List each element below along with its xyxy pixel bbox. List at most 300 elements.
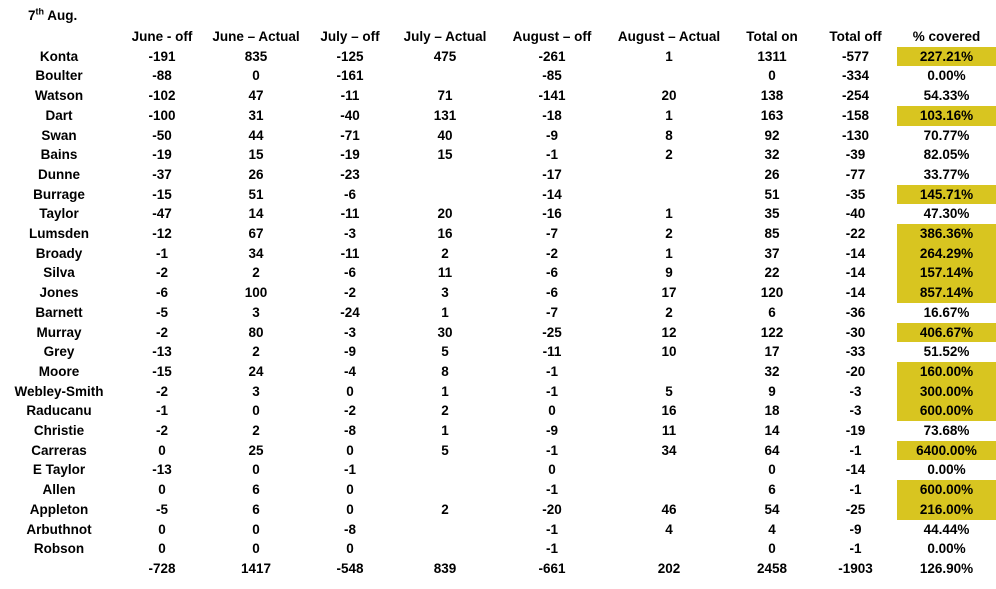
cell-total-off[interactable]: -39: [845, 147, 866, 163]
cell-august-off[interactable]: -16: [542, 206, 562, 222]
cell-july-actual[interactable]: 2: [441, 403, 449, 419]
cell-june-off[interactable]: 0: [158, 521, 166, 537]
table-row: [0, 185, 996, 205]
cell-august-actual[interactable]: 2: [665, 304, 673, 320]
cell-pct-covered[interactable]: 103.16%: [897, 106, 996, 126]
cell-august-off[interactable]: -1: [545, 442, 558, 458]
cell-june-actual[interactable]: 67: [248, 226, 264, 242]
cell-total-on[interactable]: 14: [764, 423, 780, 439]
cell-july-off[interactable]: -8: [343, 423, 356, 439]
table-row: [0, 303, 996, 323]
cell-total-off[interactable]: -40: [845, 206, 866, 222]
cell-june-off[interactable]: -100: [148, 107, 176, 123]
cell-june-actual[interactable]: 3: [252, 383, 260, 399]
cell-august-actual[interactable]: [608, 480, 730, 500]
cell-august-off[interactable]: -9: [545, 127, 558, 143]
cell-july-off[interactable]: -24: [340, 304, 360, 320]
cell-name[interactable]: Arbuthnot: [26, 521, 92, 537]
cell-total-off[interactable]: -77: [845, 166, 866, 182]
cell-july-actual[interactable]: 1: [441, 423, 449, 439]
cell-pct-covered[interactable]: 300.00%: [897, 382, 996, 402]
cell-pct-covered[interactable]: 145.71%: [897, 185, 996, 205]
cell-august-off[interactable]: -85: [542, 68, 562, 84]
cell-july-actual[interactable]: 839: [433, 560, 457, 576]
cell-june-off[interactable]: -1: [155, 245, 168, 261]
cell-total-on[interactable]: 163: [760, 107, 784, 123]
cell-name[interactable]: Broady: [35, 245, 83, 261]
cell-july-off[interactable]: -1: [343, 462, 356, 478]
cell-july-off[interactable]: -8: [343, 521, 356, 537]
cell-total-on[interactable]: 6: [768, 482, 776, 498]
cell-pct-covered[interactable]: 386.36%: [897, 224, 996, 244]
cell-total-on[interactable]: 0: [768, 68, 776, 84]
header-cell-august-off[interactable]: August – off: [512, 29, 592, 44]
table-row: [0, 263, 996, 283]
cell-july-actual[interactable]: 1: [441, 383, 449, 399]
cell-july-off[interactable]: -71: [340, 127, 360, 143]
cell-total-on[interactable]: 22: [764, 265, 780, 281]
cell-july-actual[interactable]: 15: [437, 147, 453, 163]
cell-july-actual[interactable]: 71: [437, 88, 453, 104]
cell-name[interactable]: Robson: [33, 541, 85, 557]
cell-july-actual[interactable]: 1: [441, 304, 449, 320]
cell-total-off[interactable]: -33: [845, 344, 866, 360]
cell-pct-covered[interactable]: 16.67%: [923, 304, 970, 320]
cell-june-actual[interactable]: 34: [248, 245, 264, 261]
cell-july-off[interactable]: -6: [343, 186, 356, 202]
cell-august-actual[interactable]: [608, 185, 730, 205]
cell-name[interactable]: Webley-Smith: [14, 383, 104, 399]
cell-july-actual[interactable]: [394, 165, 496, 185]
cell-june-off[interactable]: -88: [152, 68, 172, 84]
cell-august-actual[interactable]: 46: [661, 501, 677, 517]
cell-total-on[interactable]: 120: [760, 285, 784, 301]
cell-july-actual[interactable]: 3: [441, 285, 449, 301]
cell-august-actual[interactable]: 1: [665, 245, 673, 261]
cell-june-actual[interactable]: 31: [248, 107, 264, 123]
cell-pct-covered[interactable]: 73.68%: [923, 423, 970, 439]
cell-august-actual[interactable]: 5: [665, 383, 673, 399]
cell-june-off[interactable]: -15: [152, 363, 172, 379]
cell-august-actual[interactable]: 2: [665, 147, 673, 163]
cell-pct-covered[interactable]: 51.52%: [923, 344, 970, 360]
cell-july-off[interactable]: 0: [346, 501, 354, 517]
cell-july-off[interactable]: -3: [343, 324, 356, 340]
cell-august-actual[interactable]: [608, 460, 730, 480]
cell-august-actual[interactable]: 4: [665, 521, 673, 537]
cell-total-on[interactable]: 37: [764, 245, 780, 261]
cell-total-off[interactable]: -130: [841, 127, 870, 143]
cell-name[interactable]: Murray: [36, 324, 82, 340]
cell-total-on[interactable]: 6: [768, 304, 776, 320]
cell-total-on[interactable]: 51: [764, 186, 780, 202]
cell-august-actual[interactable]: 2: [665, 226, 673, 242]
table-row: [0, 126, 996, 146]
title-month: Aug.: [44, 8, 78, 23]
cell-july-actual[interactable]: 8: [441, 363, 449, 379]
cell-june-actual[interactable]: 15: [248, 147, 264, 163]
header-cell-july-actual[interactable]: July – Actual: [403, 29, 487, 44]
cell-total-on[interactable]: 54: [764, 501, 780, 517]
cell-total-off[interactable]: -20: [845, 363, 866, 379]
cell-pct-covered[interactable]: 33.77%: [923, 166, 970, 182]
cell-total-off[interactable]: -14: [845, 285, 866, 301]
cell-june-actual[interactable]: 80: [248, 324, 264, 340]
cell-name[interactable]: E Taylor: [32, 462, 86, 478]
cell-pct-covered[interactable]: 406.67%: [897, 323, 996, 343]
cell-total-off[interactable]: -14: [845, 462, 866, 478]
cell-june-actual[interactable]: 0: [252, 403, 260, 419]
cell-total-on[interactable]: 18: [764, 403, 780, 419]
cell-total-on[interactable]: 32: [764, 147, 780, 163]
cell-name[interactable]: Dunne: [38, 166, 80, 182]
cell-pct-covered[interactable]: 600.00%: [897, 401, 996, 421]
cell-august-off[interactable]: -1: [545, 482, 558, 498]
cell-july-off[interactable]: -23: [340, 166, 360, 182]
header-cell-august-actual[interactable]: August – Actual: [617, 29, 721, 44]
cell-june-off[interactable]: 0: [158, 442, 166, 458]
cell-august-actual[interactable]: 9: [665, 265, 673, 281]
table-row: [0, 66, 996, 86]
cell-august-off[interactable]: 0: [548, 462, 556, 478]
cell-august-actual[interactable]: 1: [665, 107, 673, 123]
cell-june-actual[interactable]: 100: [244, 285, 268, 301]
cell-june-actual[interactable]: 6: [252, 482, 260, 498]
cell-june-off[interactable]: -6: [155, 285, 168, 301]
cell-total-off[interactable]: -1903: [838, 560, 873, 576]
cell-total-off[interactable]: -3: [849, 403, 862, 419]
cell-august-actual[interactable]: [608, 66, 730, 86]
cell-name[interactable]: Bains: [40, 147, 78, 163]
cell-june-actual[interactable]: 3: [252, 304, 260, 320]
cell-june-off[interactable]: -47: [152, 206, 172, 222]
cell-august-off[interactable]: -20: [542, 501, 562, 517]
cell-august-actual[interactable]: 17: [661, 285, 677, 301]
cell-june-off[interactable]: -2: [155, 383, 168, 399]
cell-july-off[interactable]: -19: [340, 147, 360, 163]
cell-june-off[interactable]: -12: [152, 226, 172, 242]
cell-total-off[interactable]: -577: [841, 48, 870, 64]
totals-row: [0, 559, 996, 579]
cell-pct-covered[interactable]: 227.21%: [897, 47, 996, 67]
cell-june-actual[interactable]: 0: [252, 462, 260, 478]
cell-total-on[interactable]: 122: [760, 324, 784, 340]
cell-june-off[interactable]: -191: [148, 48, 176, 64]
cell-june-off[interactable]: -15: [152, 186, 172, 202]
cell-august-actual[interactable]: 1: [665, 48, 673, 64]
cell-pct-covered[interactable]: 264.29%: [897, 244, 996, 264]
cell-pct-covered[interactable]: 6400.00%: [897, 441, 996, 461]
cell-total-off[interactable]: -158: [841, 107, 870, 123]
cell-june-actual[interactable]: 25: [248, 442, 264, 458]
table-row: [0, 106, 996, 126]
cell-august-off[interactable]: -261: [538, 48, 566, 64]
cell-august-actual[interactable]: 12: [661, 324, 677, 340]
cell-august-off[interactable]: -7: [545, 304, 558, 320]
cell-august-off[interactable]: -18: [542, 107, 562, 123]
cell-july-off[interactable]: -11: [340, 88, 360, 104]
cell-june-actual[interactable]: 24: [248, 363, 264, 379]
cell-august-actual[interactable]: 20: [661, 88, 677, 104]
cell-name[interactable]: Christie: [33, 423, 85, 439]
cell-june-off[interactable]: -1: [155, 403, 168, 419]
cell-august-actual[interactable]: 34: [661, 442, 677, 458]
table-row: [0, 145, 996, 165]
cell-total-on[interactable]: 4: [768, 521, 776, 537]
cell-august-actual[interactable]: 10: [661, 344, 677, 360]
cell-name[interactable]: Dart: [45, 107, 73, 123]
cell-june-actual[interactable]: 51: [248, 186, 264, 202]
cell-july-actual[interactable]: 16: [437, 226, 453, 242]
cell-june-actual[interactable]: 2: [252, 344, 260, 360]
cell-july-off[interactable]: -2: [343, 403, 356, 419]
cell-july-off[interactable]: -6: [343, 265, 356, 281]
table-row: [0, 224, 996, 244]
cell-pct-covered[interactable]: 0.00%: [927, 462, 966, 478]
cell-june-off[interactable]: -728: [148, 560, 176, 576]
cell-july-actual[interactable]: 2: [441, 501, 449, 517]
cell-july-actual[interactable]: 40: [437, 127, 453, 143]
data-table: [0, 27, 996, 579]
cell-total-off[interactable]: -19: [845, 423, 866, 439]
cell-june-off[interactable]: -102: [148, 88, 176, 104]
cell-july-off[interactable]: 0: [346, 442, 354, 458]
cell-name[interactable]: Appleton: [29, 501, 89, 517]
cell-august-off[interactable]: -17: [542, 166, 562, 182]
cell-pct-covered[interactable]: 0.00%: [927, 541, 966, 557]
cell-name[interactable]: Barnett: [35, 304, 83, 320]
cell-pct-covered[interactable]: 47.30%: [923, 206, 970, 222]
header-cell-june-off[interactable]: June - off: [131, 29, 193, 44]
cell-august-actual[interactable]: [608, 165, 730, 185]
cell-june-off[interactable]: -50: [152, 127, 172, 143]
header-cell-june-actual[interactable]: June – Actual: [212, 29, 300, 44]
cell-pct-covered[interactable]: 82.05%: [923, 147, 970, 163]
cell-name[interactable]: Swan: [41, 127, 77, 143]
cell-total-on[interactable]: 85: [764, 226, 780, 242]
table-row: [0, 500, 996, 520]
cell-june-off[interactable]: -5: [155, 304, 168, 320]
cell-july-off[interactable]: -3: [343, 226, 356, 242]
cell-july-off[interactable]: -9: [343, 344, 356, 360]
cell-june-off[interactable]: -2: [155, 265, 168, 281]
cell-name[interactable]: Lumsden: [28, 226, 89, 242]
cell-june-actual[interactable]: 2: [252, 423, 260, 439]
cell-july-actual[interactable]: 5: [441, 344, 449, 360]
cell-total-off[interactable]: -1: [849, 541, 862, 557]
cell-august-actual[interactable]: [608, 362, 730, 382]
cell-total-on[interactable]: 9: [768, 383, 776, 399]
cell-total-on[interactable]: 92: [764, 127, 780, 143]
cell-name[interactable]: Carreras: [31, 442, 87, 458]
cell-pct-covered[interactable]: 160.00%: [897, 362, 996, 382]
cell-pct-covered[interactable]: 126.90%: [919, 560, 974, 576]
cell-june-off[interactable]: -19: [152, 147, 172, 163]
cell-pct-covered[interactable]: 157.14%: [897, 263, 996, 283]
cell-august-off[interactable]: -1: [545, 541, 558, 557]
cell-total-on[interactable]: 35: [764, 206, 780, 222]
cell-name[interactable]: Boulter: [35, 68, 83, 84]
cell-pct-covered[interactable]: 0.00%: [927, 68, 966, 84]
cell-august-off[interactable]: -9: [545, 423, 558, 439]
header-cell-total-on[interactable]: Total on: [746, 29, 798, 44]
table-row: [0, 342, 996, 362]
cell-june-off[interactable]: -2: [155, 324, 168, 340]
header-cell-total-off[interactable]: Total off: [829, 29, 882, 44]
cell-total-off[interactable]: -22: [845, 226, 866, 242]
cell-august-off[interactable]: -14: [542, 186, 562, 202]
cell-august-off[interactable]: -1: [545, 521, 558, 537]
cell-july-off[interactable]: -11: [340, 245, 360, 261]
cell-july-actual[interactable]: 20: [437, 206, 453, 222]
cell-august-actual[interactable]: 1: [665, 206, 673, 222]
table-row: [0, 382, 996, 402]
cell-name[interactable]: Raducanu: [26, 403, 92, 419]
cell-august-off[interactable]: -661: [538, 560, 566, 576]
cell-june-off[interactable]: 0: [158, 482, 166, 498]
cell-june-off[interactable]: -2: [155, 423, 168, 439]
cell-june-actual[interactable]: 835: [244, 48, 268, 64]
cell-june-actual[interactable]: 47: [248, 88, 264, 104]
cell-july-actual[interactable]: 2: [441, 245, 449, 261]
cell-june-off[interactable]: -37: [152, 166, 172, 182]
cell-june-actual[interactable]: 0: [252, 541, 260, 557]
cell-july-actual[interactable]: 131: [433, 107, 457, 123]
cell-july-off[interactable]: -161: [336, 68, 364, 84]
cell-august-off[interactable]: -25: [542, 324, 562, 340]
header-cell-name[interactable]: [0, 27, 118, 47]
cell-july-actual[interactable]: [394, 185, 496, 205]
cell-pct-covered[interactable]: 44.44%: [923, 521, 970, 537]
cell-august-actual[interactable]: 8: [665, 127, 673, 143]
cell-august-off[interactable]: -6: [545, 285, 558, 301]
cell-total-off[interactable]: -1: [849, 442, 862, 458]
cell-total-off[interactable]: -254: [841, 88, 870, 104]
cell-july-off[interactable]: -548: [336, 560, 364, 576]
cell-august-off[interactable]: -1: [545, 383, 558, 399]
cell-july-actual[interactable]: [394, 460, 496, 480]
cell-june-actual[interactable]: 2: [252, 265, 260, 281]
cell-july-actual[interactable]: [394, 539, 496, 559]
cell-total-on[interactable]: 0: [768, 462, 776, 478]
cell-name[interactable]: Watson: [34, 88, 84, 104]
cell-total-off[interactable]: -36: [845, 304, 866, 320]
cell-august-actual[interactable]: 11: [661, 423, 677, 439]
cell-pct-covered[interactable]: 216.00%: [897, 500, 996, 520]
cell-july-off[interactable]: 0: [346, 541, 354, 557]
cell-august-off[interactable]: -1: [545, 363, 558, 379]
cell-june-actual[interactable]: 0: [252, 68, 260, 84]
cell-total-on[interactable]: 1311: [757, 48, 787, 64]
cell-august-actual[interactable]: 16: [661, 403, 677, 419]
cell-name[interactable]: Silva: [43, 265, 75, 281]
cell-total-off[interactable]: -9: [849, 521, 862, 537]
table-row: [0, 165, 996, 185]
cell-total-off[interactable]: -3: [849, 383, 862, 399]
cell-june-off[interactable]: 0: [158, 541, 166, 557]
cell-total-off[interactable]: -35: [845, 186, 866, 202]
cell-name[interactable]: Taylor: [39, 206, 79, 222]
cell-total-on[interactable]: 2458: [756, 560, 788, 576]
cell-pct-covered[interactable]: 857.14%: [897, 283, 996, 303]
header-cell-pct-covered[interactable]: % covered: [912, 29, 981, 44]
cell-name[interactable]: Moore: [38, 363, 80, 379]
cell-august-off[interactable]: -141: [538, 88, 566, 104]
cell-pct-covered[interactable]: 600.00%: [897, 480, 996, 500]
cell-name[interactable]: Jones: [39, 285, 79, 301]
cell-july-off[interactable]: -2: [343, 285, 356, 301]
cell-august-off[interactable]: -1: [545, 147, 558, 163]
cell-july-actual[interactable]: 11: [437, 265, 453, 281]
cell-june-off[interactable]: -13: [152, 462, 172, 478]
cell-june-off[interactable]: -13: [152, 344, 172, 360]
cell-total-off[interactable]: -30: [845, 324, 866, 340]
cell-july-off[interactable]: 0: [346, 383, 354, 399]
cell-july-off[interactable]: -4: [343, 363, 356, 379]
cell-july-actual[interactable]: [394, 480, 496, 500]
cell-june-actual[interactable]: 26: [248, 166, 264, 182]
cell-pct-covered[interactable]: 70.77%: [923, 127, 970, 143]
cell-june-actual[interactable]: 14: [248, 206, 264, 222]
cell-name[interactable]: [0, 559, 118, 579]
cell-total-on[interactable]: 32: [764, 363, 780, 379]
cell-total-on[interactable]: 26: [764, 166, 780, 182]
cell-august-actual[interactable]: 202: [657, 560, 681, 576]
sheet-title: [0, 0, 996, 27]
cell-july-actual[interactable]: 30: [437, 324, 453, 340]
cell-august-off[interactable]: -2: [545, 245, 558, 261]
header-cell-july-off[interactable]: July – off: [320, 29, 380, 44]
cell-august-off[interactable]: -7: [545, 226, 558, 242]
cell-name[interactable]: Grey: [43, 344, 75, 360]
table-row: [0, 401, 996, 421]
cell-total-off[interactable]: -334: [841, 68, 870, 84]
cell-name[interactable]: Konta: [39, 48, 79, 64]
cell-june-off[interactable]: -5: [155, 501, 168, 517]
cell-july-off[interactable]: -11: [340, 206, 360, 222]
table-row: [0, 47, 996, 67]
cell-august-off[interactable]: -6: [545, 265, 558, 281]
cell-total-on[interactable]: 64: [764, 442, 780, 458]
cell-total-off[interactable]: -25: [845, 501, 866, 517]
cell-total-off[interactable]: -14: [845, 265, 866, 281]
cell-total-on[interactable]: 17: [764, 344, 780, 360]
cell-total-on[interactable]: 0: [768, 541, 776, 557]
cell-june-actual[interactable]: 1417: [240, 560, 272, 576]
cell-june-actual[interactable]: 6: [252, 501, 260, 517]
cell-august-off[interactable]: -11: [542, 344, 562, 360]
cell-total-on[interactable]: 138: [760, 88, 784, 104]
cell-name[interactable]: Burrage: [33, 186, 85, 202]
cell-july-actual[interactable]: 5: [441, 442, 449, 458]
cell-july-actual[interactable]: [394, 66, 496, 86]
table-row: [0, 441, 996, 461]
cell-august-actual[interactable]: [608, 539, 730, 559]
cell-july-actual[interactable]: 475: [433, 48, 457, 64]
cell-june-actual[interactable]: 44: [248, 127, 264, 143]
cell-name[interactable]: Allen: [42, 482, 76, 498]
cell-june-actual[interactable]: 0: [252, 521, 260, 537]
cell-august-off[interactable]: 0: [548, 403, 556, 419]
cell-july-off[interactable]: -40: [340, 107, 360, 123]
cell-july-actual[interactable]: [394, 520, 496, 540]
table-body: [0, 47, 996, 579]
cell-total-off[interactable]: -1: [849, 482, 862, 498]
cell-total-off[interactable]: -14: [845, 245, 866, 261]
cell-july-off[interactable]: -125: [336, 48, 364, 64]
cell-pct-covered[interactable]: 54.33%: [923, 88, 970, 104]
cell-july-off[interactable]: 0: [346, 482, 354, 498]
